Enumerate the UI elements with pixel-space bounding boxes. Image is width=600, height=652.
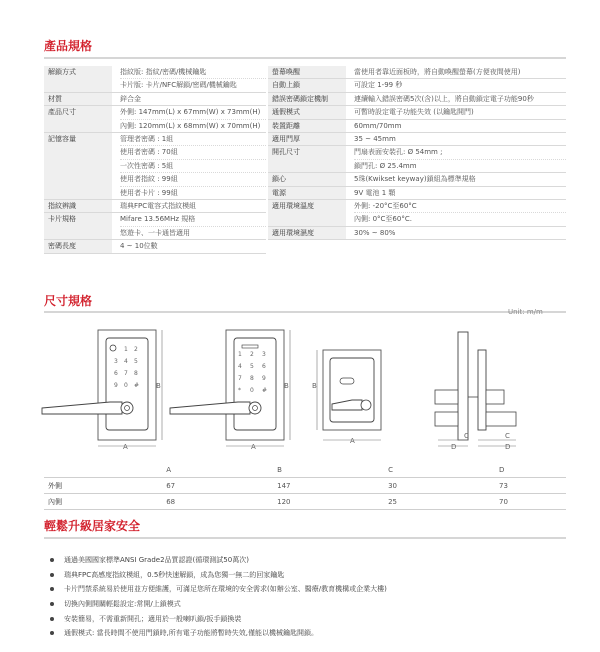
svg-text:6: 6 [114, 370, 118, 377]
spec-value: 使用者密碼 : 70組 [120, 145, 266, 158]
spec-value: 35 ~ 45mm [354, 135, 396, 144]
dimension-drawing [40, 318, 570, 458]
bullet-icon [50, 587, 54, 591]
dimensions-title: 尺寸規格 [44, 294, 93, 308]
cell-b: 147 [277, 481, 291, 490]
spec-value: 外側: -20°C至60°C [354, 202, 417, 211]
spec-label: 卡片規格 [44, 213, 112, 239]
svg-text:3: 3 [114, 358, 118, 365]
spec-value: 可設定 1-99 秒 [354, 81, 403, 90]
svg-text:8: 8 [250, 375, 254, 382]
feature-text: 卡片門禁系統易於使用並方便維護，可滿足您所在環境的安全需求(如辦公室、醫療/教育機構或企業大樓) [64, 585, 387, 594]
spec-value: 外側: 147mm(L) x 67mm(W) x 73mm(H) [120, 108, 261, 117]
cell-d: 73 [499, 481, 508, 490]
outer-handle [42, 402, 122, 414]
spec-value: 卡片版: 卡片/NFC解鎖/密碼/機械鑰匙 [120, 78, 266, 91]
spec-label: 適用環境溫度 [268, 200, 346, 226]
spec-label: 裝置距離 [268, 120, 346, 132]
spec-label: 指紋辨識 [44, 200, 112, 212]
svg-text:D: D [451, 443, 457, 451]
spec-row [268, 146, 566, 173]
svg-text:3: 3 [262, 351, 266, 358]
dimensions-header-b: B [277, 465, 282, 474]
spec-label: 材質 [44, 93, 112, 105]
svg-text:1: 1 [238, 351, 242, 358]
side-view-drawing [435, 332, 516, 451]
spec-label: 電源 [268, 187, 346, 199]
spec-row [44, 106, 266, 133]
spec-value: 5珠(Kwikset keyway)鎖組為標準規格 [354, 175, 476, 184]
row-label: 外側 [48, 481, 62, 490]
spec-divider [44, 57, 566, 59]
spec-label: 自動上鎖 [268, 79, 346, 91]
svg-text:1: 1 [124, 346, 128, 353]
spec-value: 使用者卡片 : 99組 [120, 186, 266, 199]
spec-row [268, 120, 566, 133]
spec-value: 內側: 0°C至60°C. [354, 212, 566, 225]
list-item [50, 611, 387, 626]
spec-value: 60mm/70mm [354, 121, 402, 130]
feature-text: 通假模式: 當長時間不使用門鎖時,所有電子功能將暫時失效,僅能以機械鑰匙開鎖。 [64, 629, 319, 638]
svg-text:#: # [134, 382, 140, 389]
feature-text: 通過美國國家標準ANSI Grade2品質認證(循環測試50萬次) [64, 556, 249, 565]
spec-value: 4 ~ 10位數 [120, 242, 158, 251]
spec-row [268, 200, 566, 227]
cell-b: 120 [277, 497, 291, 506]
list-item [50, 553, 387, 568]
features-divider [44, 537, 566, 539]
spec-row [44, 133, 266, 200]
spec-value: Mifare 13.56MHz 規格 [120, 215, 196, 224]
spec-row [268, 133, 566, 146]
cell-c: 25 [388, 497, 398, 506]
spec-value: 可暫時設定電子功能失效 (以鑰匙開門) [354, 108, 474, 117]
svg-text:#: # [262, 387, 268, 394]
spec-label: 開孔尺寸 [268, 146, 346, 172]
inner-lock-drawing [312, 350, 381, 445]
svg-text:D: D [505, 443, 511, 451]
list-item [50, 582, 387, 597]
svg-text:0: 0 [250, 387, 254, 394]
unit-label: Unit: m/m [508, 308, 543, 316]
svg-text:C: C [464, 432, 469, 440]
feature-text: 切換內側開關輕鬆設定:常開/上鎖模式 [64, 600, 181, 609]
spec-row [44, 240, 266, 253]
svg-text:9: 9 [262, 375, 266, 382]
spec-value: 9V 電池 1 顆 [354, 188, 396, 197]
spec-label: 適用門厚 [268, 133, 346, 145]
svg-text:5: 5 [134, 358, 138, 365]
spec-row [268, 173, 566, 186]
bullet-icon [50, 631, 54, 635]
spec-row [44, 66, 266, 93]
list-item [50, 568, 387, 583]
svg-text:*: * [238, 387, 241, 394]
svg-text:C: C [505, 432, 510, 440]
bullet-icon [50, 573, 54, 577]
table-row [44, 478, 566, 494]
svg-text:7: 7 [238, 375, 242, 382]
spec-value: 鋅合金 [120, 94, 141, 103]
spec-label: 產品尺寸 [44, 106, 112, 132]
dimensions-header-d: D [499, 465, 505, 474]
svg-text:A: A [123, 443, 128, 451]
svg-text:9: 9 [114, 382, 118, 389]
bullet-icon [50, 602, 54, 606]
spec-value: 內側: 120mm(L) x 68mm(W) x 70mm(H) [120, 119, 266, 132]
dimensions-divider [44, 311, 566, 313]
spec-label: 鎖心 [268, 173, 346, 185]
dimensions-header-row [44, 462, 566, 478]
bullet-icon [50, 617, 54, 621]
feature-text: 瑞典FPC高感度指紋模組，0.5秒快速解鎖，成為您獨一無二的回家鑰匙 [64, 570, 285, 579]
svg-text:B: B [312, 382, 317, 390]
table-row [44, 494, 566, 510]
svg-text:2: 2 [134, 346, 138, 353]
cell-c: 30 [388, 481, 398, 490]
spec-value: 管理者密碼 : 1組 [120, 135, 174, 144]
features-title: 輕鬆升級居家安全 [44, 519, 141, 533]
spec-label: 通假模式 [268, 106, 346, 118]
spec-value: 使用者指紋 : 99組 [120, 172, 266, 185]
svg-text:A: A [251, 443, 256, 451]
spec-row [44, 93, 266, 106]
spec-table-left [44, 66, 266, 254]
spec-value: 連續輸入錯誤密碼5次(含)以上，將自動鎖定電子功能90秒 [354, 94, 534, 103]
svg-text:8: 8 [134, 370, 138, 377]
spec-value: 瑞典FPC電容式指紋模組 [120, 202, 197, 211]
spec-title: 產品規格 [44, 39, 93, 53]
outer-lock-card-drawing [170, 330, 290, 451]
dimensions-table [44, 462, 566, 510]
list-item [50, 626, 387, 641]
dimensions-header-c: C [388, 465, 393, 474]
svg-text:B: B [284, 382, 289, 390]
spec-row [268, 66, 566, 79]
svg-text:2: 2 [250, 351, 254, 358]
spec-label: 記憶容量 [44, 133, 112, 199]
svg-text:B: B [156, 382, 161, 390]
spec-label: 解鎖方式 [44, 66, 112, 92]
spec-value: 門扇表面安裝孔: Ø 54mm ; [354, 148, 443, 157]
svg-text:4: 4 [238, 363, 242, 370]
svg-text:A: A [350, 437, 355, 445]
svg-text:0: 0 [124, 382, 128, 389]
spec-row [44, 213, 266, 240]
spec-value: 30% ~ 80% [354, 228, 396, 237]
spec-row [268, 187, 566, 200]
cell-a: 68 [166, 497, 176, 506]
svg-text:5: 5 [250, 363, 254, 370]
bullet-icon [50, 558, 54, 562]
spec-row [268, 227, 566, 240]
cell-a: 67 [166, 481, 176, 490]
spec-value: 當使用者靠近面板時，將自動喚醒螢幕(方便夜間使用) [354, 68, 521, 76]
outer-lock-front-drawing [42, 330, 162, 451]
spec-value: 一次性密碼 : 5組 [120, 159, 266, 172]
row-label: 內側 [48, 497, 62, 506]
dimensions-header-a: A [166, 465, 171, 474]
spec-value: 鎖門孔: Ø 25.4mm [354, 159, 566, 172]
svg-text:6: 6 [262, 363, 266, 370]
spec-value: 指紋版: 指紋/密碼/機械鑰匙 [120, 68, 207, 76]
spec-label: 螢幕喚醒 [268, 66, 346, 78]
spec-row [268, 93, 566, 106]
feature-text: 安裝簡易，不需重新開孔；適用於一般喇叭鎖/扳手鎖換裝 [64, 614, 242, 623]
svg-text:4: 4 [124, 358, 128, 365]
spec-label: 密碼長度 [44, 240, 112, 252]
spec-row [268, 106, 566, 119]
list-item [50, 597, 387, 612]
spec-row [268, 79, 566, 92]
spec-table-right [268, 66, 566, 240]
cell-d: 70 [499, 497, 508, 506]
spec-row [44, 200, 266, 213]
svg-text:7: 7 [124, 370, 128, 377]
spec-label: 適用環境濕度 [268, 227, 346, 239]
spec-label: 錯誤密碼鎖定機制 [268, 93, 346, 105]
spec-value: 悠遊卡、一卡通皆適用 [120, 226, 266, 239]
features-list [50, 553, 387, 641]
